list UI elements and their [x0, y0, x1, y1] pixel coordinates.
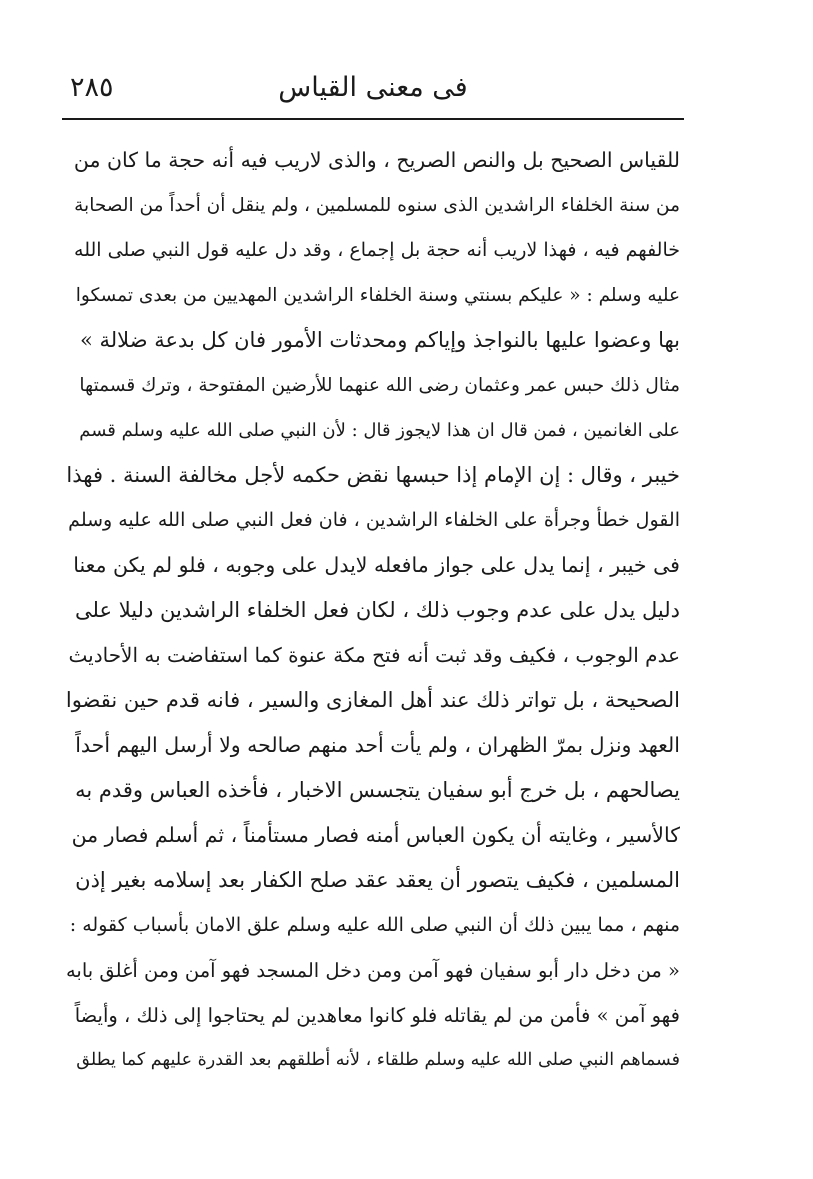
text-line: عدم الوجوب ، فكيف وقد ثبت أنه فتح مكة عنوة كما استفاضت به الأحاديث: [68, 643, 680, 667]
text-line: للقياس الصحيح بل والنص الصريح ، والذى لاريب فيه أنه حجة ما كان من: [73, 148, 680, 172]
text-line: بها وعضوا عليها بالنواجذ وإياكم ومحدثات الأمور فان كل بدعة ضلالة »: [80, 328, 680, 352]
body-text: [66, 138, 680, 1083]
text-line: مثال ذلك حبس عمر وعثمان رضى الله عنهما للأرضين المفتوحة ، وترك قسمتها: [79, 375, 680, 396]
text-line: خالفهم فيه ، فهذا لاريب أنه حجة بل إجماع ، وقد دل عليه قول النبي صلى الله: [74, 239, 680, 261]
page-header: [62, 62, 684, 118]
text-line: فى خيبر ، إنما يدل على جواز مافعله لايدل على وجوبه ، فلو لم يكن معنا: [73, 553, 680, 577]
text-line: « من دخل دار أبو سفيان فهو آمن ومن دخل المسجد فهو آمن ومن أغلق بابه: [66, 959, 680, 982]
text-line: فهو آمن » فأمن من لم يقاتله فلو كانوا معاهدين لم يحتاجوا إلى ذلك ، وأيضاً: [74, 1004, 680, 1027]
text-line: العهد ونزل بمرّ الظهران ، ولم يأت أحد منهم صالحه ولا أرسل اليهم أحداً: [75, 733, 680, 757]
text-line: الصحيحة ، بل تواتر ذلك عند أهل المغازى والسير ، فانه قدم حين نقضوا: [66, 688, 680, 712]
text-line: من سنة الخلفاء الراشدين الذى سنوه للمسلمين ، ولم ينقل أن أحداً من الصحابة: [74, 195, 680, 216]
running-title: فى معنى القياس: [278, 72, 468, 103]
text-line: عليه وسلم : « عليكم بسنتي وسنة الخلفاء الراشدين المهديين من بعدى تمسكوا: [75, 285, 680, 306]
text-line: كالأسير ، وغايته أن يكون العباس أمنه فصار مستأمناً ، ثم أسلم فصار من: [71, 823, 680, 847]
text-line: فسماهم النبي صلى الله عليه وسلم طلقاء ، لأنه أطلقهم بعد القدرة عليهم كما يطلق: [76, 1050, 680, 1070]
text-line: المسلمين ، فكيف يتصور أن يعقد عقد صلح الكفار بعد إسلامه بغير إذن: [75, 868, 680, 892]
text-line: القول خطأ وجرأة على الخلفاء الراشدين ، فان فعل النبي صلى الله عليه وسلم: [68, 509, 680, 531]
text-line: منهم ، مما يبين ذلك أن النبي صلى الله عليه وسلم علق الامان بأسباب كقوله :: [69, 914, 680, 936]
text-line: دليل يدل على عدم وجوب ذلك ، لكان فعل الخلفاء الراشدين دليلا على: [75, 598, 680, 622]
header-rule: [62, 118, 684, 120]
text-line: على الغانمين ، فمن قال ان هذا لايجوز قال : لأن النبي صلى الله عليه وسلم قسم: [79, 420, 680, 441]
text-line: خيبر ، وقال : إن الإمام إذا حبسها نقض حكمه لأجل مخالفة السنة . فهذا: [66, 463, 680, 487]
page-number: ٢٨٥: [70, 72, 114, 103]
text-line: يصالحهم ، بل خرج أبو سفيان يتجسس الاخبار ، فأخذه العباس وقدم به: [75, 778, 680, 802]
